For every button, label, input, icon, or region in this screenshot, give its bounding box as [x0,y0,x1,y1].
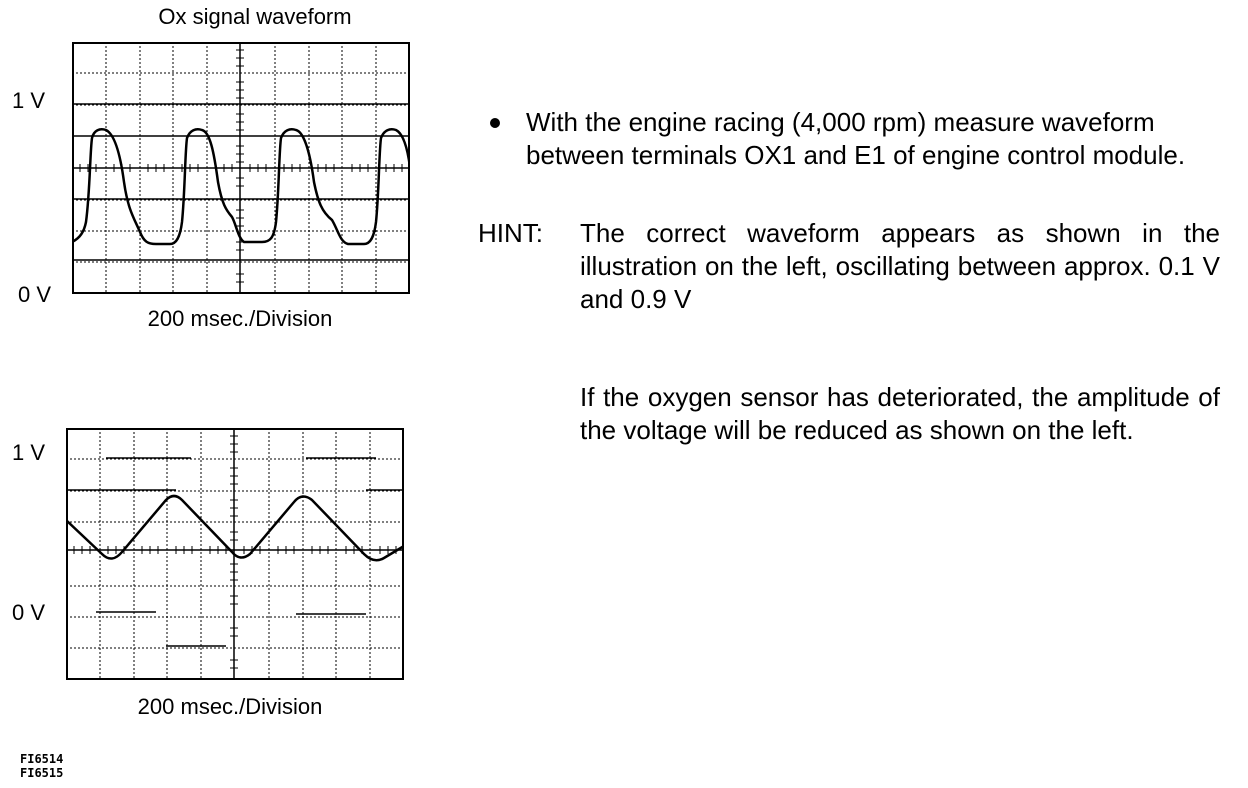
figure1-ticks [80,50,402,282]
figure1-y-top-label: 1 V [12,88,46,113]
instruction-bullet-text: With the engine racing (4,000 rpm) measure waveform between terminals OX1 and E1 of engine control module. [526,107,1186,170]
figure1-oscilloscope [72,42,410,294]
figure1-title: Ox signal waveform [158,4,352,29]
instruction-bullet [490,106,1220,172]
figure1-x-caption: 200 msec./Division [147,306,333,331]
bullet-dot-icon [490,118,500,128]
figure2-oscilloscope [66,428,404,680]
figure-id-2: FI6515 [20,766,64,780]
hint-label: HINT: [478,218,543,248]
figure2-y-top-label: 1 V [12,440,46,465]
figure2-y-bottom-label: 0 V [12,600,46,625]
figure1-y-bottom-label: 0 V [18,282,52,307]
hint-text: The correct waveform appears as shown in the illustration on the left, oscillating between approx. 0.1 V and 0.9 V [580,218,1220,314]
deterioration-text: If the oxygen sensor has deteriorated, the amplitude of the voltage will be reduced as shown on the left. [580,382,1220,445]
figure-id-1: FI6514 [20,752,64,766]
figure2-plot [66,428,404,680]
figure2-x-caption: 200 msec./Division [137,694,323,719]
figure1-plot [72,42,410,294]
